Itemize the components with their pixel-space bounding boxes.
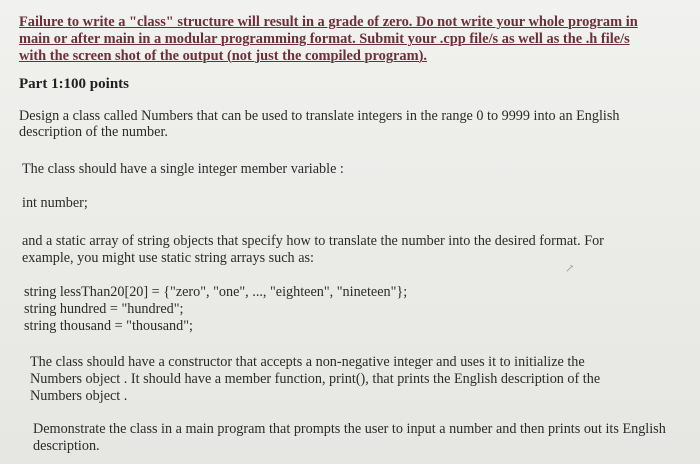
paragraph-constructor-line-3: Numbers object .	[30, 388, 128, 404]
part-title: Part 1:100 points	[19, 76, 129, 92]
stray-mark: ↗	[565, 263, 575, 275]
warning-line-2: main or after main in a modular programming format. Submit your .cpp file/s as well as the .h file/s	[19, 31, 630, 47]
code-line-thousand: string thousand = "thousand";	[24, 318, 193, 334]
paragraph-constructor-line-2: Numbers object . It should have a member function, print(), that prints the English description of the	[30, 371, 601, 387]
paragraph-member-variable: The class should have a single integer member variable :	[22, 161, 344, 177]
paragraph-design-line-2: description of the number.	[19, 124, 168, 140]
paragraph-constructor-line-1: The class should have a constructor that accepts a non-negative integer and uses it to initialize the	[30, 354, 585, 370]
paragraph-demonstrate-line-1: Demonstrate the class in a main program that prompts the user to input a number and then prints out its English	[33, 421, 666, 437]
paragraph-demonstrate-line-2: description.	[33, 438, 100, 454]
paragraph-static-array-line-2: example, you might use static string arrays such as:	[22, 250, 314, 266]
warning-line-3: with the screen shot of the output (not just the compiled program).	[19, 48, 427, 64]
paragraph-design-line-1: Design a class called Numbers that can be used to translate integers in the range 0 to 9999 into an English	[19, 108, 620, 124]
code-line-hundred: string hundred = "hundred";	[24, 301, 184, 317]
paragraph-static-array-line-1: and a static array of string objects that specify how to translate the number into the desired format. For	[22, 233, 604, 249]
warning-line-1: Failure to write a "class" structure will result in a grade of zero. Do not write your whole program in	[19, 14, 638, 30]
code-int-number: int number;	[22, 195, 88, 211]
code-line-less-than-20: string lessThan20[20] = {"zero", "one", ..., "eighteen", "nineteen"};	[24, 284, 408, 300]
